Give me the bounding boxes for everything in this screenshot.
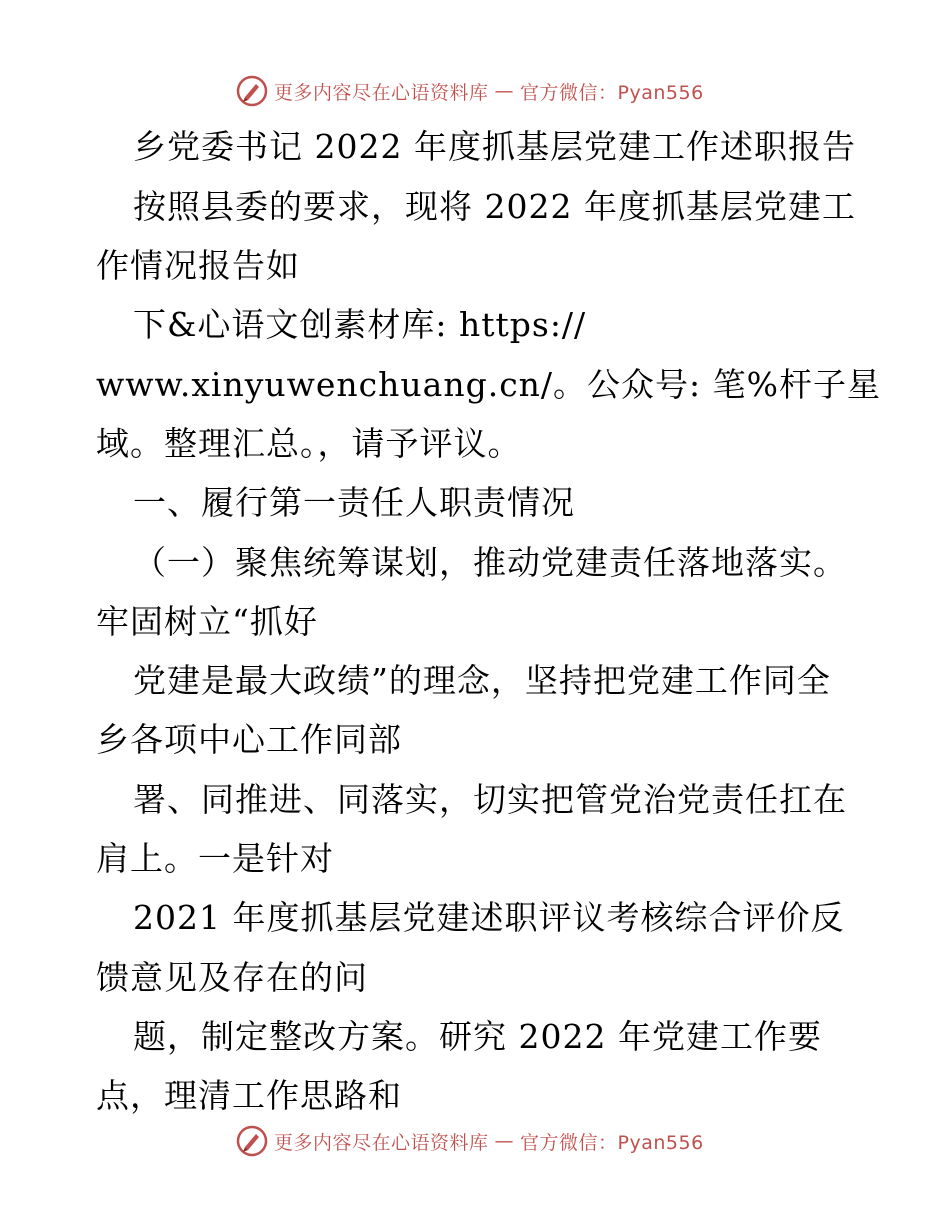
watermark-contact: 官方微信：Pyan556 — [520, 81, 704, 104]
pen-logo-icon — [236, 1125, 268, 1157]
paragraph-line: 2021 年度抓基层党建述职评议考核综合评价反 — [133, 898, 845, 937]
watermark-text: 更多内容尽在心语资料库 — [274, 1131, 489, 1154]
watermark-separator: — — [494, 80, 515, 102]
paragraph-line: 域。整理汇总。，请予评议。 — [96, 424, 522, 463]
paragraph-line: 馈意见及存在的问 — [96, 958, 368, 997]
paragraph-line: 点，理清工作思路和 — [96, 1076, 402, 1115]
paragraph-line: 党建是最大政绩”的理念，坚持把党建工作同全 — [133, 661, 831, 700]
paragraph-line: 乡各项中心工作同部 — [96, 720, 402, 759]
pen-logo-icon — [236, 75, 268, 107]
paragraph-line: 题，制定整改方案。研究 2022 年党建工作要 — [133, 1017, 822, 1056]
paragraph-line: www.xinyuwenchuang.cn/。公众号: 笔%杆子星 — [96, 365, 882, 404]
document-title: 乡党委书记 2022 年度抓基层党建工作述职报告 — [133, 127, 856, 166]
section-heading: 一、履行第一责任人职责情况 — [133, 483, 575, 522]
paragraph-line: 署、同推进、同落实，切实把管党治党责任扛在 — [133, 780, 847, 819]
paragraph-line: 牢固树立“抓好 — [96, 602, 318, 641]
paragraph-line: 按照县委的要求，现将 2022 年度抓基层党建工 — [133, 187, 856, 226]
subsection-heading: （一）聚焦统筹谋划，推动党建责任落地落实。 — [133, 543, 847, 582]
watermark-header — [236, 74, 704, 108]
watermark-separator: — — [494, 1130, 515, 1152]
watermark-footer — [236, 1124, 704, 1158]
paragraph-line: 下&心语文创素材库: https:// — [133, 305, 587, 344]
paragraph-line: 肩上。一是针对 — [96, 839, 334, 878]
watermark-text: 更多内容尽在心语资料库 — [274, 81, 489, 104]
paragraph-line: 作情况报告如 — [96, 246, 300, 285]
watermark-contact: 官方微信：Pyan556 — [520, 1131, 704, 1154]
